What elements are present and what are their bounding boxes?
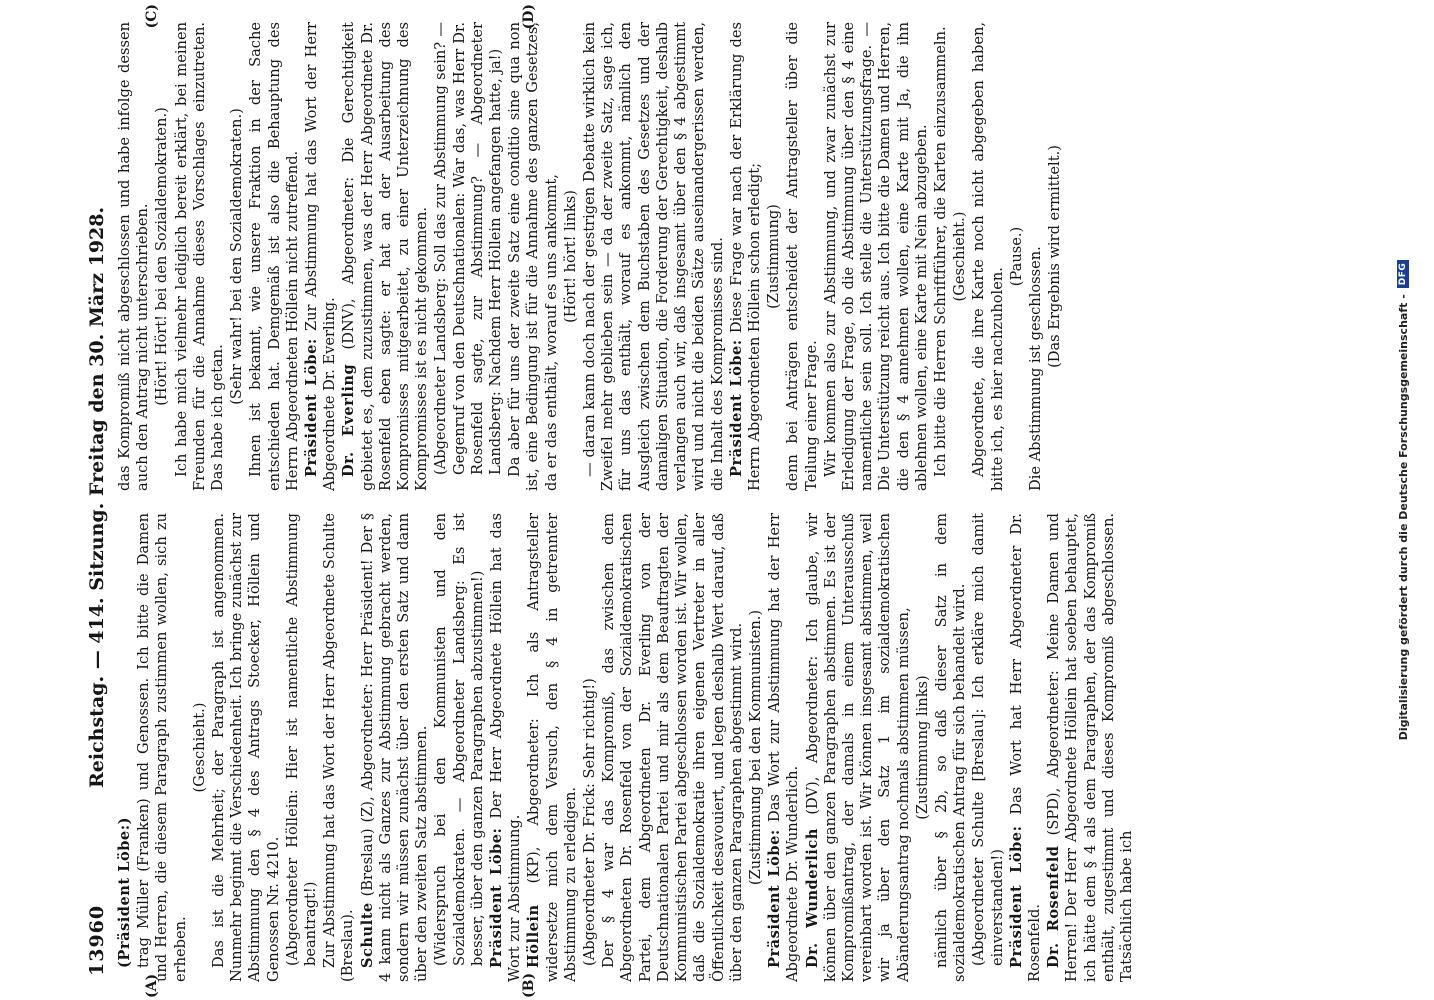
speaker-name: Höllein (525, 904, 543, 968)
interjection: (Hört! Hört! bei den Sozialdemokraten.) (153, 107, 171, 406)
speech-paragraph (1008, 513, 1044, 982)
text-paragraph: Ich habe mich vielmehr lediglich bereit erklärt, bei meinen Freunden für die Annahme dieses Vorschlages einzutreten. Das habe ich getan. (172, 22, 227, 491)
speech-paragraph (340, 22, 431, 491)
text-paragraph: denn bei Anträgen entscheidet der Antragsteller über die Teilung einer Frage. (784, 22, 820, 491)
text-paragraph: nämlich über § 2b, so daß dieser Satz in dem sozialdemokratischen Antrag für sich behandelt wird. (932, 513, 969, 982)
speech-paragraph (488, 513, 524, 982)
speech-text: Das Wort hat Herr Abgeordneter Dr. Rosenfeld. (1007, 513, 1043, 982)
interjection: (Widerspruch bei den Kommunisten und den Sozialdemokraten. — Abgeordneter Landsberg: Es ist besser, über den ganzen Paragraphen abzustimmen!) (432, 513, 486, 966)
interjection: (Pause.) (1007, 226, 1025, 287)
dfg-logo: DFG (1397, 260, 1409, 289)
text-paragraph: Die Abstimmung ist geschlossen. (1026, 246, 1044, 491)
speech-text: (DV), Abgeordneter: Ich glaube, wir können über den ganzen Paragraphen abstimmen. Es ist der Kompromißantrag, der damals in einem Unterausschuß vereinbart worden ist. Wir können insgesamt abstimmen, weil wir ja über den Satz 1 im sozialdemokratischen Abänderungsantrag nochmals abstimmen müssen, (803, 513, 912, 982)
margin-marker-d: (D) (521, 4, 537, 30)
speaker-name: Präsident Löbe: (303, 338, 321, 477)
page-number: 13960 (86, 904, 108, 976)
interjection: (Zustimmung links) (913, 675, 931, 820)
interjection: (Sehr wahr! bei den Sozialdemokraten.) (228, 108, 246, 405)
text-columns (116, 4, 1386, 998)
margin-marker-b: (B) (521, 972, 537, 998)
right-column (116, 22, 1386, 491)
speech-paragraph (804, 513, 913, 982)
text-paragraph: das Kompromiß nicht abgeschlossen und habe infolge dessen auch den Antrag nicht unterschrieben. (116, 22, 152, 491)
interjection: (Abgeordneter Schulte [Breslau]: Ich erkläre mich damit einverstanden!) (970, 513, 1006, 966)
speaker-name: Präsident Löbe: (766, 829, 784, 968)
text-paragraph: Das ist die Mehrheit; der Paragraph ist angenommen. Nunmehr beginnt die Verschiedenheit. Ich bringe zunächst zur Abstimmung den § 4 des Antrags Stoecker, Höllein und Genossen Nr. 4210. (210, 513, 282, 982)
speech-text: (DNV), Abgeordneter: Die Gerechtigkeit gebietet es, dem zuzustimmen, was der Herr Abgeordnete Dr. Rosenfeld eben sagte: er hat an der Ausarbeitung des Kompromisses mitgearbeitet, zu einer Unterzeichnung des Kompromisses ist es nicht gekommen. (340, 22, 431, 491)
speech-text: Zur Abstimmung hat das Wort der Herr Abgeordnete Dr. Everling. (303, 22, 339, 491)
margin-marker-a: (A) (144, 973, 160, 998)
interjection: (Geschieht.) (190, 702, 208, 793)
interjection: (Geschieht.) (951, 211, 969, 302)
speaker-name: (Präsident Löbe:) (116, 817, 133, 968)
speech-paragraph (728, 22, 764, 491)
text-paragraph: trag Müller (Franken) und Genossen. Ich bitte die Damen und Herren, die diesem Paragraph zustimmen wollen, sich zu erheben. (135, 513, 189, 982)
speaker-name: Dr. Wunderlich (803, 828, 821, 968)
speech-text: (SPD), Abgeordneter: Meine Damen und Herren! Der Herr Abgeordnete Höllein hat soeben behauptet, ich hätte dem § 4 als dem Paragraphen, der das Kompromiß enthält, zugestimmt und dieses Kompromiß abgeschlossen. Tatsächlich habe ich (1045, 513, 1135, 982)
speech-text: (Breslau) (Z), Abgeordneter: Herr Präsident! Der § 4 kann nicht als Ganzes zur Abstimmung gebracht werden, sondern wir müssen zunächst über den ersten Satz und dann über den zweiten Satz abstimmen. (358, 513, 431, 982)
interjection: (Abgeordneter Höllein: Hier ist namentliche Abstimmung beantragt!) (283, 513, 320, 966)
interjection: (Abgeordneter Dr. Frick: Sehr richtig!) (581, 678, 599, 966)
scanned-page (72, 0, 1402, 1000)
text-paragraph: Wir kommen also zur Abstimmung, und zwar zunächst zur Erledigung der Frage, ob die Abstimmung über den § 4 eine namentliche sein soll. Ich stelle die Unterstützungsfrage. — Die Unterstützung reicht aus. Ich bitte die Damen und Herren, die den § 4 annehmen wollen, eine Karte mit Ja, die ihn ablehnen wollen, eine Karte mit Nein abzugeben. (821, 22, 930, 491)
text-paragraph: Abgeordnete, die ihre Karte noch nicht abgegeben haben, bitte ich, es hier nachzuholen. (970, 22, 1006, 491)
interjection: (Das Ergebnis wird ermittelt.) (1046, 145, 1064, 368)
speech-text: Diese Frage war nach der Erklärung des Herrn Abgeordneten Höllein schon erledigt; (727, 22, 763, 491)
interjection: (Zustimmung bei den Kommunisten.) (746, 609, 764, 886)
speaker-name: Präsident Löbe: (727, 339, 745, 477)
interjection: (Zustimmung) (765, 204, 783, 309)
interjection: (Abgeordneter Landsberg: Soll das zur Abstimmung sein? — Gegenruf von den Deutschnationalen: War das, was Herr Dr. Rosenfeld sagte, zur Abstimmung? — Abgeordneter Landsberg: Nachdem Herr Höllein angefangen hatte, ja!) (432, 22, 505, 475)
speech-paragraph (359, 513, 432, 982)
margin-marker-c: (C) (144, 4, 160, 29)
text-paragraph: — daran kann doch nach der gestrigen Debatte wirklich kein Zweifel mehr geblieben sein — da der zweite Satz, sage ich, für uns das enthält, worauf es ankommt, nämlich den Ausgleich zwischen dem Buchstaben des Gesetzes und der damaligen Situation, die Forderung der Gerechtigkeit, deshalb verlangen auch wir, daß insgesamt über den § 4 abgestimmt wird und nicht die beiden Sätze auseinandergerissen werden, die Inhalt des Kompromisses sind. (581, 22, 726, 491)
text-paragraph: Ihnen ist bekannt, wie unsere Fraktion in der Sache entschieden hat. Demgemäß ist also die Behauptung des Herrn Abgeordneten Höllein nicht zutreffend. (247, 22, 301, 491)
text-paragraph: Zur Abstimmung hat das Wort der Herr Abgeordnete Schulte (Breslau). (321, 513, 357, 982)
text-paragraph: Da aber für uns der zweite Satz eine conditio sine qua non ist, eine Bedingung ist für die Annahme des ganzen Gesetzes, da er das enthält, worauf es uns ankommt, (506, 22, 560, 491)
speaker-name: Präsident Löbe: (488, 827, 506, 968)
speech-paragraph (1045, 513, 1136, 982)
speech-paragraph (766, 513, 802, 982)
speaker-name: Dr. Everling (340, 363, 358, 477)
speech-paragraph (116, 513, 134, 982)
interjection: (Hört! hört! links) (561, 190, 579, 323)
speech-text: Der Herr Abgeordnete Höllein hat das Wort zur Abstimmung. (488, 513, 524, 982)
speech-text: (KP), Abgeordneter: Ich als Antragsteller widersetze mich dem Versuch, den § 4 in getrennter Abstimmung zu erledigen. (525, 513, 579, 982)
text-paragraph: Der § 4 war das Kompromiß, das zwischen dem Abgeordneten Dr. Rosenfeld von der Sozialdemokratischen Partei, dem Abgeordneten Dr. Everling von der Deutschnationalen Partei und mir als dem Beauftragten der Kommunistischen Partei abgeschlossen worden ist. Wir wollen, daß die Sozialdemokratie ihren eigenen Vertreter in aller Öffentlichkeit desavouiert, und legen deshalb Wert darauf, daß über den ganzen Paragraphen abgestimmt wird. (600, 513, 745, 982)
speaker-name: Dr. Rosenfeld (1045, 845, 1063, 968)
speaker-name: Schulte (358, 902, 376, 968)
speaker-name: Präsident Löbe: (1007, 825, 1025, 968)
page-header (86, 22, 116, 982)
page-title: Reichstag. — 414. Sitzung. Freitag den 30. März 1928. (86, 206, 108, 789)
speech-paragraph (525, 513, 580, 982)
text-paragraph: Ich bitte die Herren Schriftführer, die Karten einzusammeln. (931, 26, 949, 477)
speech-text: Das Wort zur Abstimmung hat der Herr Abgeordnete Dr. Wunderlich. (766, 513, 802, 982)
digitization-credit (1392, 0, 1414, 1000)
credit-text: Digitalisierung gefördert durch die Deutsche Forschungsgemeinschaft - (1396, 294, 1410, 741)
left-column (116, 513, 1386, 982)
speech-paragraph (303, 22, 339, 491)
